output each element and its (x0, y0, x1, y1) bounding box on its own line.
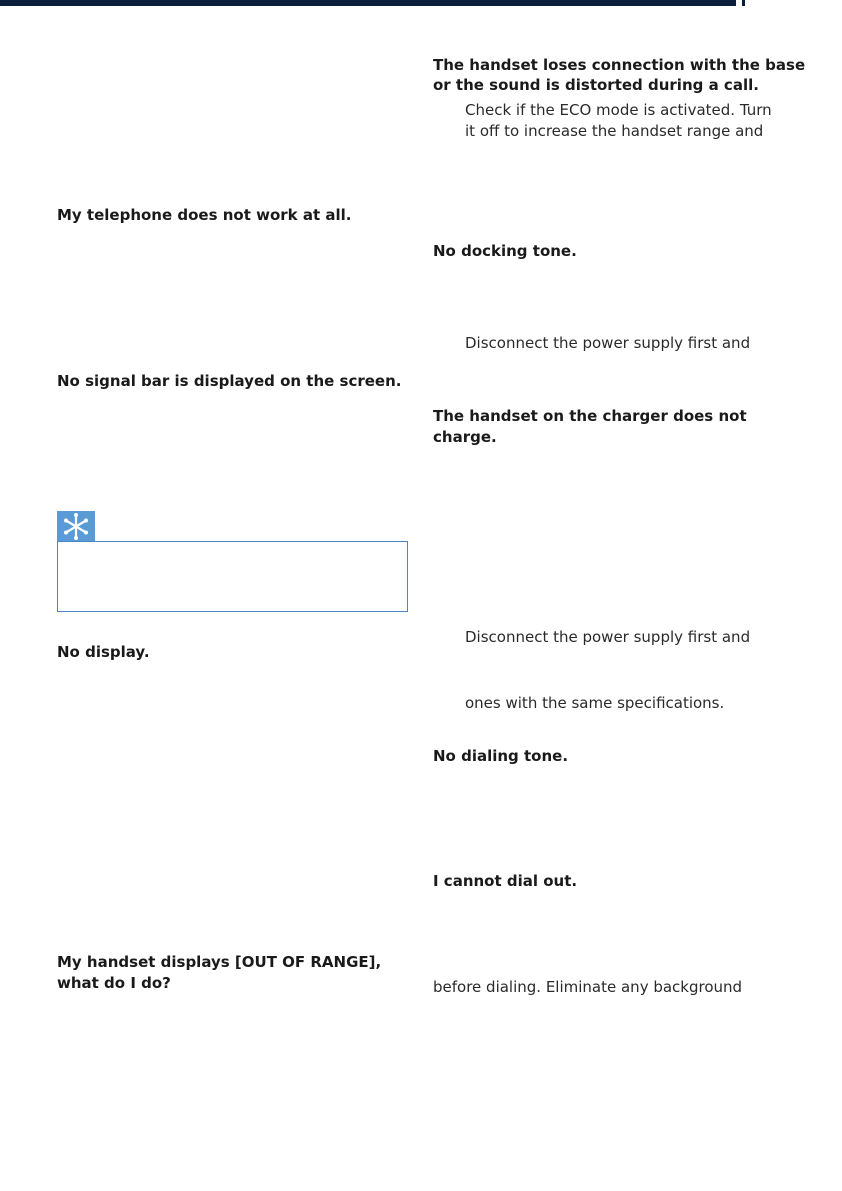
heading-telephone-not-work: My telephone does not work at all. (57, 206, 352, 224)
top-rule (0, 0, 736, 6)
heading-not-charge-line2: charge. (433, 428, 497, 446)
text-before-dialing: before dialing. Eliminate any background (433, 978, 743, 996)
heading-loses-connection-line1: The handset loses connection with the base (433, 56, 806, 74)
heading-out-of-range-line1: My handset displays [OUT OF RANGE], (57, 953, 382, 971)
heading-loses-connection-line2: or the sound is distorted during a call. (433, 76, 759, 94)
heading-no-docking-tone: No docking tone. (433, 242, 577, 260)
heading-no-dialing-tone: No dialing tone. (433, 747, 569, 765)
text-eco-mode-line1: Check if the ECO mode is activated. Turn (465, 101, 772, 119)
heading-no-signal-bar: No signal bar is displayed on the screen. (57, 372, 402, 390)
top-rule-end (742, 0, 745, 6)
heading-no-display: No display. (57, 643, 150, 661)
heading-out-of-range-line2: what do I do? (57, 974, 171, 992)
heading-cannot-dial-out: I cannot dial out. (433, 872, 578, 890)
tip-box (57, 541, 408, 612)
asterisk-tip-icon (57, 511, 95, 542)
text-same-specifications: ones with the same specifications. (465, 694, 725, 712)
text-eco-mode-line2: it off to increase the handset range and (465, 122, 764, 140)
text-disconnect-power-1: Disconnect the power supply first and (465, 334, 751, 352)
heading-not-charge-line1: The handset on the charger does not (433, 407, 747, 425)
text-disconnect-power-2: Disconnect the power supply first and (465, 628, 751, 646)
